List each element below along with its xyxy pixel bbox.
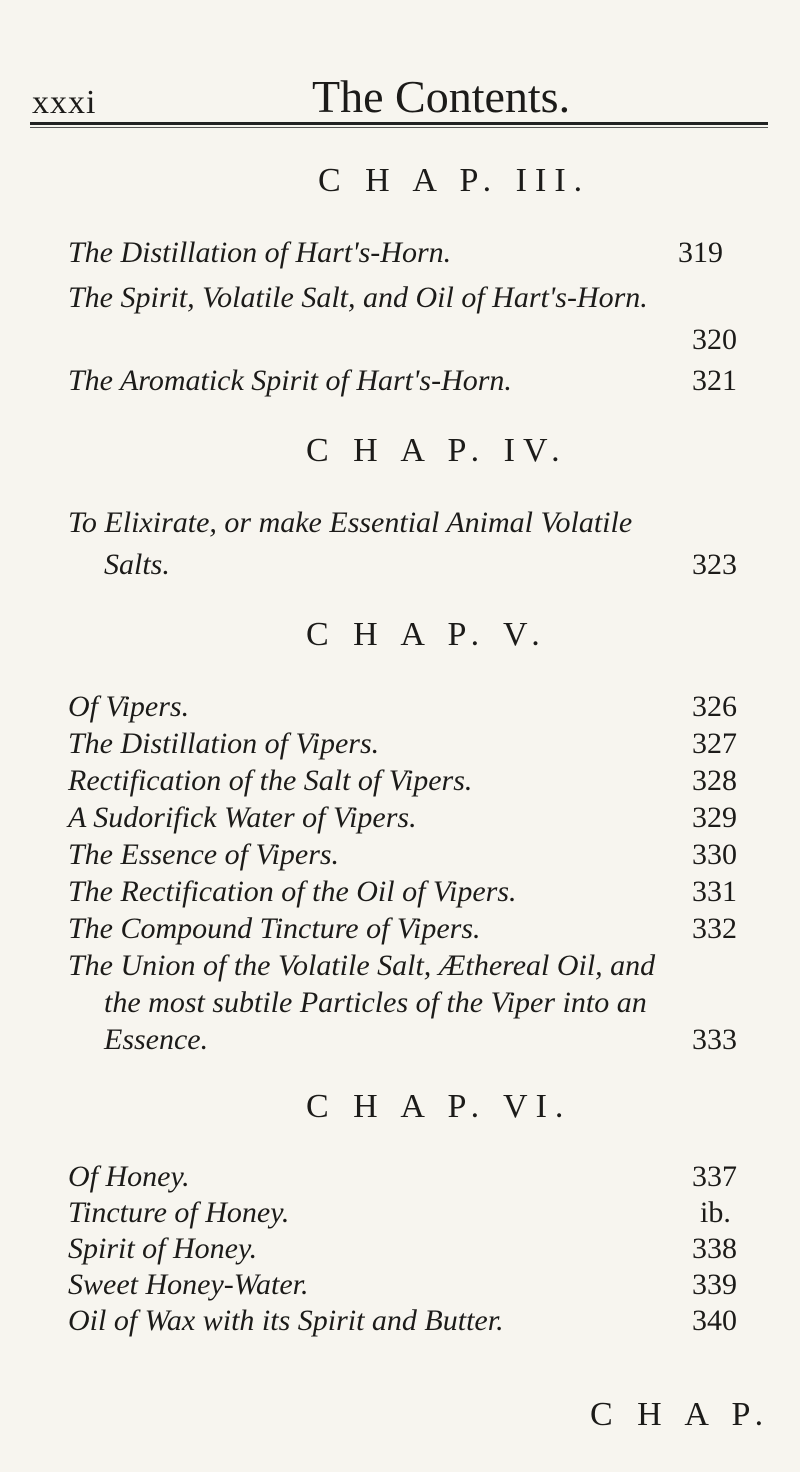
header-rule bbox=[30, 122, 768, 125]
toc-entry-title: The Union of the Volatile Salt, Æthereal Oil, and bbox=[68, 949, 656, 982]
toc-entry-title-continued: the most subtile Particles of the Viper into an bbox=[104, 986, 647, 1019]
toc-entry-title: Tincture of Honey. bbox=[68, 1196, 290, 1229]
toc-entry-page: 323 bbox=[692, 548, 737, 581]
toc-entry-title: The Distillation of Hart's-Horn. bbox=[68, 236, 452, 269]
toc-entry-title: Rectification of the Salt of Vipers. bbox=[68, 764, 473, 797]
toc-entry-page: 319 bbox=[678, 236, 723, 269]
toc-entry-page: 320 bbox=[692, 323, 737, 356]
chapter-heading: C H A P. V. bbox=[306, 616, 548, 653]
toc-entry-title: A Sudorifick Water of Vipers. bbox=[68, 801, 417, 834]
toc-entry-title: Of Vipers. bbox=[68, 690, 190, 723]
toc-entry-title: To Elixirate, or make Essential Animal Volatile bbox=[68, 506, 633, 539]
running-title: The Contents. bbox=[312, 71, 571, 122]
toc-entry-page: 338 bbox=[692, 1232, 737, 1265]
chapter-heading: C H A P. VI. bbox=[306, 1088, 572, 1125]
chapter-heading: C H A P. IV. bbox=[306, 432, 568, 469]
toc-entry-page: 337 bbox=[692, 1160, 737, 1193]
toc-entry-title: The Essence of Vipers. bbox=[68, 838, 340, 871]
toc-entry-title: Of Honey. bbox=[68, 1160, 190, 1193]
toc-entry-title: The Compound Tincture of Vipers. bbox=[68, 912, 481, 945]
toc-entry-title: The Rectification of the Oil of Vipers. bbox=[68, 875, 517, 908]
toc-entry-title: The Distillation of Vipers. bbox=[68, 727, 380, 760]
toc-entry-title-continued: Essence. bbox=[104, 1023, 209, 1056]
toc-entry-title: The Aromatick Spirit of Hart's-Horn. bbox=[68, 364, 512, 397]
toc-entry-title: Oil of Wax with its Spirit and Butter. bbox=[68, 1304, 504, 1337]
catchword: C H A P. bbox=[590, 1396, 772, 1433]
toc-entry-page: 331 bbox=[692, 875, 737, 908]
toc-entry-page: 339 bbox=[692, 1268, 737, 1301]
toc-entry-page: ib. bbox=[700, 1196, 731, 1229]
toc-entry-page: 321 bbox=[692, 364, 737, 397]
toc-entry-title: The Spirit, Volatile Salt, and Oil of Hart's-Horn. bbox=[68, 281, 648, 314]
chapter-heading: C H A P. III. bbox=[318, 162, 591, 199]
toc-entry-page: 328 bbox=[692, 764, 737, 797]
toc-entry-title: Spirit of Honey. bbox=[68, 1232, 258, 1265]
toc-entry-title-continued: Salts. bbox=[104, 548, 170, 581]
toc-entry-page: 329 bbox=[692, 801, 737, 834]
header-rule-thin bbox=[30, 127, 768, 128]
toc-entry-page: 340 bbox=[692, 1304, 737, 1337]
toc-entry-title: Sweet Honey-Water. bbox=[68, 1268, 309, 1301]
toc-entry-page: 333 bbox=[692, 1023, 737, 1056]
page-header bbox=[30, 70, 770, 140]
toc-entry-page: 327 bbox=[692, 727, 737, 760]
toc-entry-page: 326 bbox=[692, 690, 737, 723]
page-number: xxxi bbox=[32, 84, 97, 121]
toc-entry-page: 330 bbox=[692, 838, 737, 871]
toc-entry-page: 332 bbox=[692, 912, 737, 945]
